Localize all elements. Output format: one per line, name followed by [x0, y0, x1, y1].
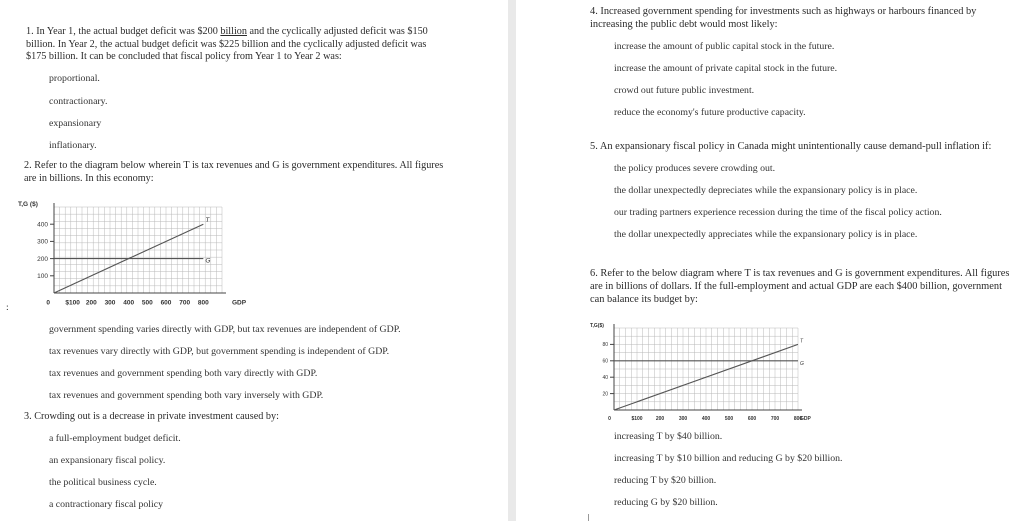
chart1-x-tick-label: 800	[197, 299, 209, 307]
page-gutter	[508, 0, 516, 521]
q2-option-d[interactable]: tax revenues and government spending both vary inversely with GDP.	[49, 390, 324, 401]
chart2-x-axis-label: GDP	[800, 416, 811, 422]
q6-option-c[interactable]: reducing T by $20 billion.	[614, 475, 717, 486]
chart2-series-label-T: T	[800, 338, 804, 345]
chart2-x-tick-label: 200	[655, 416, 665, 422]
chart1-series-label-G: G	[205, 257, 211, 265]
chart2-x-tick-label: 300	[678, 416, 688, 422]
chart2-y-tick-label: 80	[602, 342, 608, 349]
chart1-x-tick-label: 600	[160, 299, 172, 307]
chart1-y-tick-label: 400	[37, 221, 48, 229]
q2-marker: :	[6, 302, 9, 313]
chart1-x-tick-label: $100	[65, 299, 80, 307]
tax-spending-chart-1	[16, 197, 266, 309]
chart2-x-tick-label: $100	[631, 416, 643, 422]
chart1-y-tick-label: 300	[37, 238, 48, 246]
q2-option-a[interactable]: government spending varies directly with GDP, but tax revenues are independent of GDP.	[49, 324, 401, 335]
q5-option-b[interactable]: the dollar unexpectedly depreciates while the expansionary policy is in place.	[614, 185, 918, 196]
q5-option-a[interactable]: the policy produces severe crowding out.	[614, 163, 776, 174]
chart2-series-label-G: G	[800, 360, 804, 367]
q3-option-a[interactable]: a full-employment budget deficit.	[49, 433, 181, 444]
chart2-x-tick-label: 400	[701, 416, 711, 422]
chart1-x-tick-label: 700	[179, 299, 191, 307]
q1-option-b[interactable]: contractionary.	[49, 96, 108, 107]
question-6-text: 6. Refer to the below diagram where T is tax revenues and G is government expenditures. All figures are in billions of dollars. If the full-employment and actual GDP are each $400 billion, government can balance its budget by:	[590, 268, 1010, 305]
chart1-y-axis-label: T,G ($)	[18, 201, 38, 208]
q1-option-a[interactable]: proportional.	[49, 73, 100, 84]
q2-option-c[interactable]: tax revenues and government spending both vary directly with GDP.	[49, 368, 318, 379]
chart2-x-tick-label: 800	[793, 416, 803, 422]
q6-option-d[interactable]: reducing G by $20 billion.	[614, 497, 718, 508]
q4-option-b[interactable]: increase the amount of private capital stock in the future.	[614, 63, 838, 74]
chart2-y-tick-label: 60	[602, 358, 608, 365]
q5-option-d[interactable]: the dollar unexpectedly appreciates while the expansionary policy is in place.	[614, 229, 918, 240]
question-1-text: 1. In Year 1, the actual budget deficit was $200	[26, 26, 221, 37]
q1-option-d[interactable]: inflationary.	[49, 140, 97, 151]
q4-option-d[interactable]: reduce the economy's future productive capacity.	[614, 107, 806, 118]
chart2-y-axis-label: T,G($)	[590, 323, 604, 329]
chart2-y-tick-label: 40	[602, 374, 608, 381]
question-5-text: 5. An expansionary fiscal policy in Canada might unintentionally cause demand-pull inflation if:	[590, 141, 992, 152]
q4-option-c[interactable]: crowd out future public investment.	[614, 85, 755, 96]
chart2-x-tick-label: 600	[747, 416, 757, 422]
question-1-text-rest: and the cyclically adjusted deficit was $150 billion. In Year 2, the actual budget deficit was $225 billion and the cyclically adjusted deficit was $175 billion. It can be concluded that fiscal policy from Year 1 to Year 2 was:	[26, 26, 428, 62]
chart1-y-tick-label: 100	[37, 273, 48, 281]
text-cursor	[588, 514, 589, 521]
q3-option-b[interactable]: an expansionary fiscal policy.	[49, 455, 166, 466]
question-3-text: 3. Crowding out is a decrease in private investment caused by:	[24, 411, 279, 422]
chart1-y-tick-label: 200	[37, 255, 48, 263]
question-2-text: 2. Refer to the diagram below wherein T is tax revenues and G is government expenditures. All figures are in billions. In this economy:	[24, 160, 444, 184]
chart1-x-tick-label: 0	[46, 299, 50, 307]
question-1	[26, 26, 436, 64]
chart1-x-tick-label: 200	[85, 299, 97, 307]
q5-option-c[interactable]: our trading partners experience recession during the time of the fiscal policy action.	[614, 207, 942, 218]
q1-option-c[interactable]: expansionary	[49, 118, 102, 129]
chart1-series-label-T: T	[205, 217, 210, 225]
chart1-x-tick-label: 300	[104, 299, 116, 307]
tax-spending-chart-2	[584, 318, 824, 422]
right-page	[516, 0, 1024, 521]
chart2-y-tick-label: 20	[602, 391, 608, 398]
chart1-x-tick-label: 400	[123, 299, 135, 307]
q2-option-b[interactable]: tax revenues vary directly with GDP, but government spending is independent of GDP.	[49, 346, 390, 357]
left-page	[0, 0, 508, 521]
q3-option-c[interactable]: the political business cycle.	[49, 477, 157, 488]
billion-link[interactable]: billion	[220, 26, 247, 37]
q4-option-a[interactable]: increase the amount of public capital stock in the future.	[614, 41, 835, 52]
chart2-x-tick-label: 700	[770, 416, 780, 422]
chart1-x-axis-label: GDP	[232, 299, 247, 307]
q3-option-d[interactable]: a contractionary fiscal policy	[49, 499, 163, 510]
q6-option-a[interactable]: increasing T by $40 billion.	[614, 431, 723, 442]
q6-option-b[interactable]: increasing T by $10 billion and reducing G by $20 billion.	[614, 453, 843, 464]
question-4-text: 4. Increased government spending for investments such as highways or harbours financed by increasing the public debt would most likely:	[590, 6, 977, 30]
chart1-x-tick-label: 500	[141, 299, 153, 307]
chart2-x-tick-label: 500	[724, 416, 734, 422]
chart2-x-tick-label: 0	[608, 416, 611, 422]
